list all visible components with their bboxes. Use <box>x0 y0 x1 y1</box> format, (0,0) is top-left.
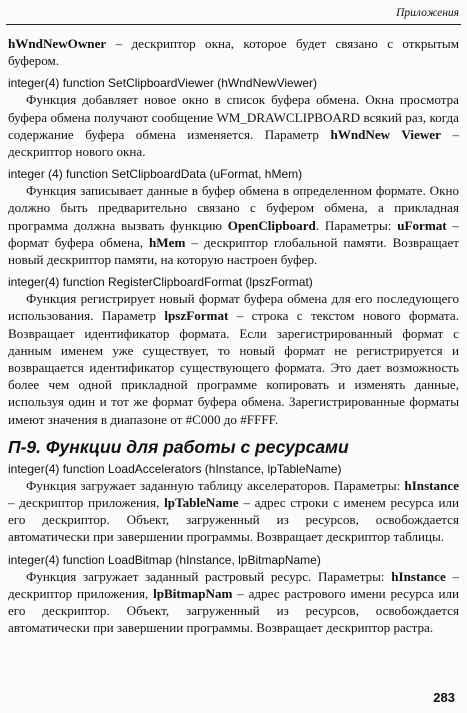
param-term: lpBitmapNam <box>153 585 233 601</box>
description-loadbitmap <box>8 568 459 637</box>
description-text: Функция добавляет новое окно в список буфера обмена. Окна просмотра буфера обмена получают сообщение WM_DRAWCLIPBOARD всякий раз, когда содержание буфера обмена изменяется. Параметр <box>8 92 459 142</box>
description-text: Функция регистрирует новый формат буфера обмена для его последующего использования. Параметр <box>8 291 459 324</box>
function-signature-loadaccelerators: integer(4) function LoadAccelerators (hInstance, lpTableName) <box>8 461 342 476</box>
description-text: – строка с текстом нового формата. Возвращает идентификатор формата. Если зарегистрированный формат с данным именем уже существует, то новый формат не регистрируется и возвращается идентификатор существующего формата. Это дает возможность более чем одной прикладной программе копировать и изменять данные, используя один и тот же формат буфера обмена. Зарегистрированные форматы имеют значения в диапазоне от #C000 до #FFFF. <box>8 308 460 427</box>
description-text: Функция загружает заданную таблицу акселераторов. Параметры: <box>26 477 405 493</box>
function-term: OpenClipboard <box>227 217 316 233</box>
description-registerclipboardformat <box>8 290 459 428</box>
description-text: – дескриптор приложения, <box>8 495 165 511</box>
paragraph-hwndnewowner <box>8 35 459 69</box>
page-number: 283 <box>433 690 455 705</box>
description-text: – дескриптор нового окна. <box>8 126 459 160</box>
param-term: lpTableName <box>164 495 239 511</box>
param-term: hInstance <box>391 568 446 584</box>
function-signature-setclipboardviewer: integer(4) function SetClipboardViewer (hWndNewViewer) <box>8 76 318 91</box>
paragraph-text: – дескриптор окна, которое будет связано с открытым буфером. <box>8 36 459 69</box>
param-term: hInstance <box>404 477 459 493</box>
description-text: – адрес строки с именем ресурса или его дескриптор. Объект, загруженный из ресурсов, освобождается автоматически при завершении программы. Возвращает дескриптор таблицы. <box>8 495 459 545</box>
param-term: lpszFormat <box>164 308 229 324</box>
param-term: hMem <box>149 234 186 250</box>
param-term: uFormat <box>397 217 447 233</box>
function-signature-registerclipboardformat: integer(4) function RegisterClipboardFormat (lpszFormat) <box>8 275 313 290</box>
running-head: Приложения <box>396 7 459 19</box>
description-text: . Параметры: <box>315 217 398 233</box>
description-text: Функция загружает заданный растровый ресурс. Параметры: <box>26 568 392 584</box>
description-text: – дескриптор приложения, <box>8 568 459 601</box>
description-setclipboarddata <box>8 182 459 268</box>
param-term: hWndNew Viewer <box>330 126 441 142</box>
description-text: – адрес растрового имени ресурса или его дескриптор. Объект, загруженный из ресурсов, освобождается автоматически при завершении программы. Возвращает дескриптор растра. <box>8 585 460 636</box>
description-text: – формат буфера обмена, <box>8 217 459 250</box>
description-text: Функция записывает данные в буфер обмена в определенном формате. Окно должно быть предварительно связано с буфером обмена, а прикладная программа должна вызвать функцию <box>8 183 459 233</box>
page-header <box>6 6 461 25</box>
function-signature-setclipboarddata: integer (4) function SetClipboardData (uFormat, hMem) <box>8 167 303 182</box>
page-body <box>8 35 459 636</box>
description-text: – дескриптор глобальной памяти. Возвращает новый дескриптор памяти, на которую настроен буфер. <box>8 234 459 268</box>
description-setclipboardviewer <box>8 91 459 160</box>
param-term: hWndNewOwner <box>8 36 107 51</box>
function-signature-loadbitmap: integer(4) function LoadBitmap (hInstance, lpBitmapName) <box>8 552 321 567</box>
description-loadaccelerators <box>8 477 459 546</box>
section-heading: П-9. Функции для работы с ресурсами <box>8 436 349 457</box>
